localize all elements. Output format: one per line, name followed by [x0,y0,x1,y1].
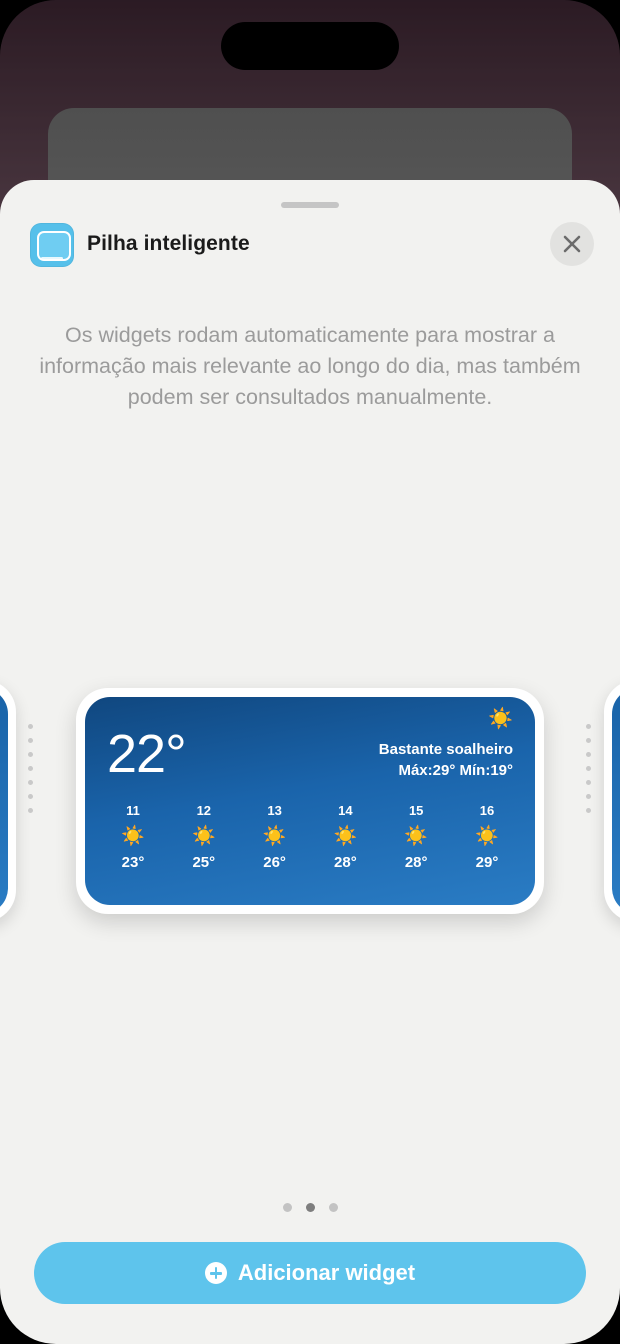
weather-widget[interactable] [76,688,544,914]
close-icon [550,222,594,266]
right-stack-dots [586,724,592,813]
sheet-grabber[interactable] [281,202,339,208]
stack-dot [28,766,33,771]
page-title: Pilha inteligente [87,232,250,255]
forecast-hour-label: 13 [267,803,282,818]
page-dot[interactable] [283,1203,292,1212]
stack-dot [586,794,591,799]
forecast-hour [453,803,521,871]
page-dot[interactable] [329,1203,338,1212]
sun-icon: ☀️ [488,708,513,730]
current-temperature: 22° [107,724,186,784]
stack-dot [28,808,33,813]
page-dot-active[interactable] [306,1203,315,1212]
stack-dot [586,780,591,785]
sun-icon: ☀️ [404,826,429,847]
stack-dot [28,780,33,785]
sun-icon: ☀️ [333,826,358,847]
forecast-hour [311,803,379,871]
stack-dot [586,766,591,771]
smart-stack-sheet [0,180,620,1344]
forecast-hour-temp: 23° [121,854,145,871]
forecast-hour-temp: 28° [404,854,428,871]
sun-icon: ☀️ [475,826,499,847]
next-widget-fill [612,688,620,914]
weather-range: Máx:29° Mín:19° [398,762,513,779]
forecast-hour [241,803,309,871]
smart-stack-icon [30,223,74,267]
weather-widget-body [85,697,535,905]
stack-dot [28,724,33,729]
stack-dot [28,738,33,743]
stack-dot [586,752,591,757]
forecast-hour [170,803,238,871]
previous-widget-fill [0,688,8,914]
dynamic-island [221,22,399,70]
sun-icon: ☀️ [121,826,145,847]
add-widget-button[interactable] [34,1242,586,1304]
forecast-hour-label: 11 [126,803,140,818]
forecast-hour-label: 16 [479,803,495,818]
close-button[interactable] [550,222,594,266]
forecast-hour-label: 12 [196,803,212,818]
stack-dot [586,738,591,743]
left-stack-dots [28,724,34,813]
sun-icon: ☀️ [191,826,216,847]
add-widget-label: Adicionar widget [237,1260,416,1285]
forecast-hour [99,803,167,871]
forecast-hour-temp: 26° [263,854,286,871]
sheet-header [0,214,620,274]
forecast-hour-temp: 29° [475,854,499,871]
hourly-forecast [99,803,521,871]
next-widget-preview[interactable] [604,680,620,922]
stack-dot [28,794,33,799]
stack-dot [586,808,591,813]
previous-widget-preview[interactable] [0,680,16,922]
sun-icon: ☀️ [262,826,287,847]
forecast-hour-label: 15 [408,803,424,818]
sheet-description: Os widgets rodam automaticamente para mostrar a informação mais relevante ao longo do dia, mas também podem ser consultados manualmente. [39,323,581,409]
stack-dot [28,752,33,757]
stack-dot [586,724,591,729]
forecast-hour-temp: 28° [334,854,357,871]
forecast-hour-temp: 25° [192,854,216,871]
forecast-hour [382,803,450,871]
widget-carousel[interactable] [0,680,620,930]
smart-stack-icon-bar [41,257,63,260]
weather-condition: Bastante soalheiro [378,741,513,758]
page-indicator[interactable] [0,1203,620,1212]
forecast-hour-label: 14 [338,803,353,818]
plus-circle-icon [205,1262,227,1284]
